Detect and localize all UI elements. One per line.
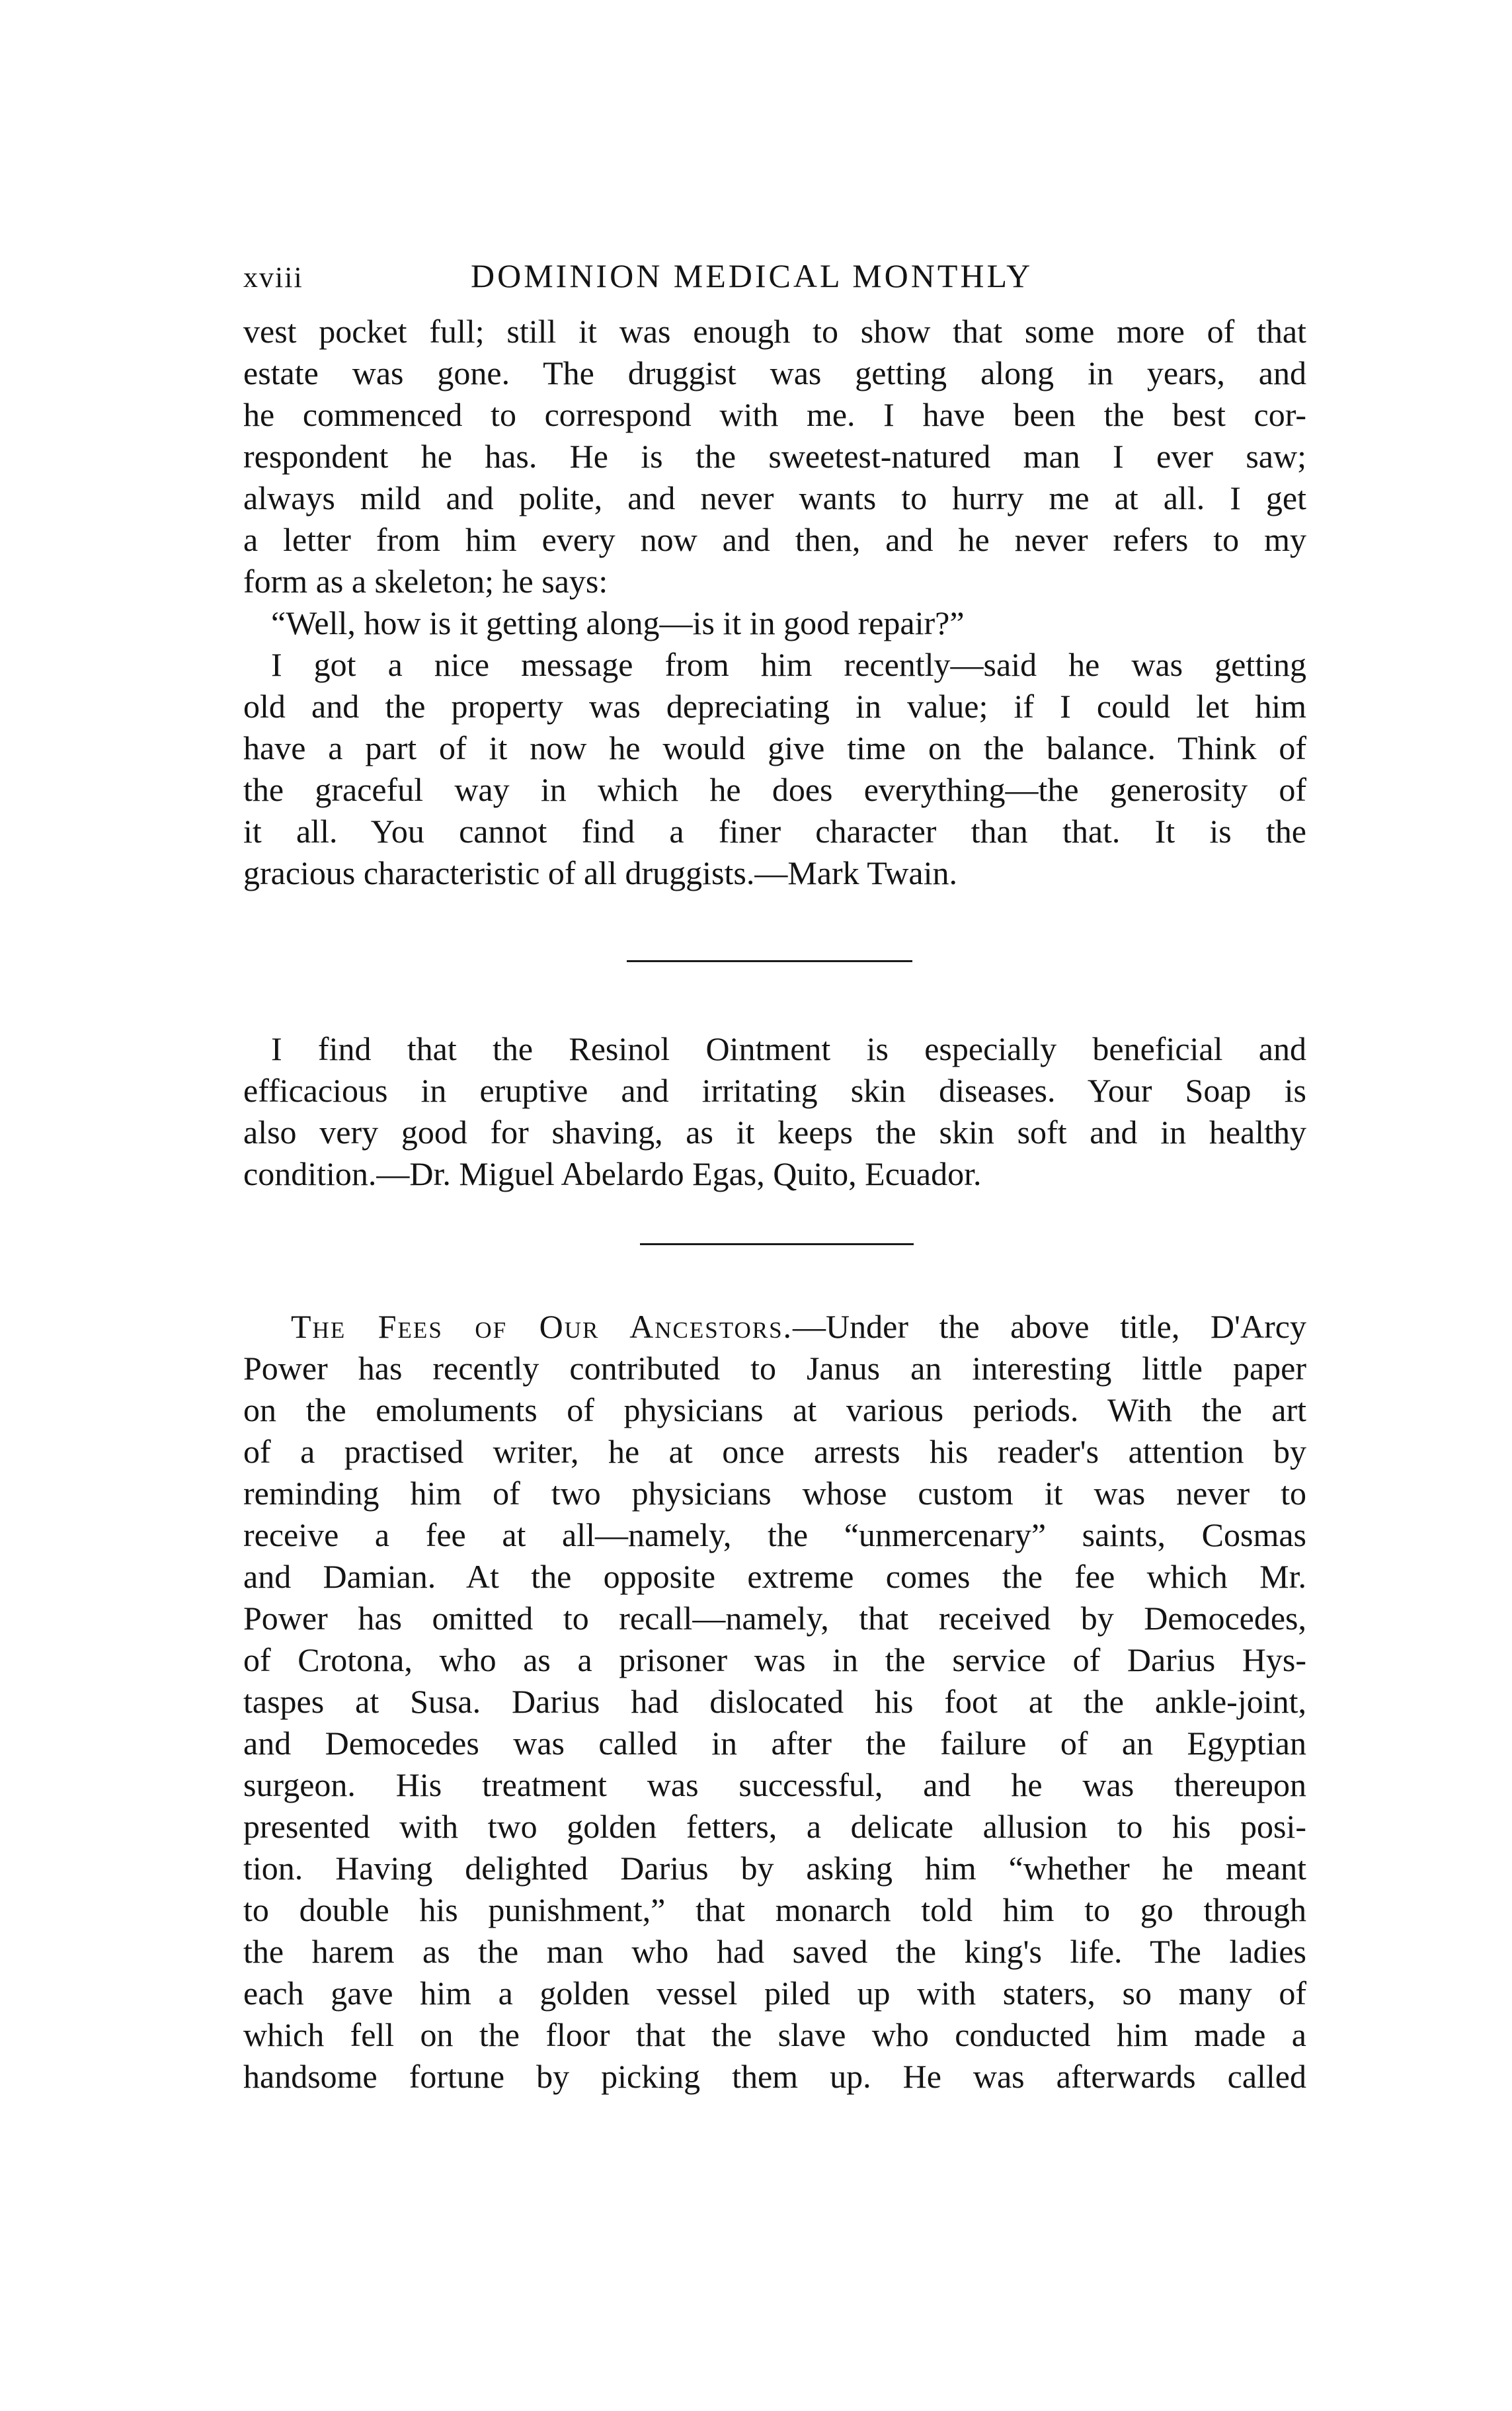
text-line: form as a skeleton; he says: xyxy=(243,563,608,600)
text-line: to double his punishment,” that monarch told him to go through xyxy=(243,1891,1306,1928)
text-line: which fell on the floor that the slave who conducted him made a xyxy=(243,2016,1306,2053)
text-line: I got a nice message from him recently—said he was getting xyxy=(271,646,1306,683)
text-line: it all. You cannot find a finer character than that. It is the xyxy=(243,813,1306,850)
text-line: each gave him a golden vessel piled up with staters, so many of xyxy=(243,1975,1306,2012)
text-line: also very good for shaving, as it keeps the skin soft and in healthy xyxy=(243,1114,1306,1151)
text-line: always mild and polite, and never wants to hurry me at all. I get xyxy=(243,479,1306,516)
text-line: a letter from him every now and then, and he never refers to my xyxy=(243,521,1306,558)
text-line: receive a fee at all—namely, the “unmercenary” saints, Cosmas xyxy=(243,1516,1306,1553)
text-line: reminding him of two physicians whose custom it was never to xyxy=(243,1475,1306,1512)
text-line: Power has recently contributed to Janus an interesting little paper xyxy=(243,1350,1306,1387)
text-line: taspes at Susa. Darius had dislocated his foot at the ankle-joint, xyxy=(243,1683,1306,1720)
text-line: the harem as the man who had saved the king's life. The ladies xyxy=(243,1933,1306,1970)
first-line-text: —Under the above title, D'Arcy xyxy=(793,1308,1306,1345)
mark-twain-excerpt xyxy=(243,311,1306,894)
text-line: presented with two golden fetters, a delicate allusion to his posi- xyxy=(243,1808,1306,1845)
page-number: xviii xyxy=(243,261,303,294)
article-first-line xyxy=(243,1306,1306,1348)
text-line: gracious characteristic of all druggists.—Mark Twain. xyxy=(243,854,957,891)
text-line: surgeon. His treatment was successful, and he was thereupon xyxy=(243,1766,1306,1803)
fees-of-our-ancestors-article xyxy=(243,1306,1306,2098)
text-line: of Crotona, who as a prisoner was in the service of Darius Hys- xyxy=(243,1641,1306,1678)
article-heading: The Fees of Our Ancestors. xyxy=(291,1308,793,1345)
text-line: condition.—Dr. Miguel Abelardo Egas, Quito, Ecuador. xyxy=(243,1155,982,1192)
text-line: estate was gone. The druggist was getting along in years, and xyxy=(243,354,1306,391)
quoted-line: “Well, how is it getting along—is it in good repair?” xyxy=(271,604,965,641)
text-line: efficacious in eruptive and irritating skin diseases. Your Soap is xyxy=(243,1072,1306,1109)
text-line: and Democedes was called in after the failure of an Egyptian xyxy=(243,1725,1306,1762)
text-line: tion. Having delighted Darius by asking him “whether he meant xyxy=(243,1850,1306,1887)
resinol-testimonial xyxy=(243,1028,1306,1195)
text-line: Power has omitted to recall—namely, that received by Democedes, xyxy=(243,1600,1306,1637)
text-line: I find that the Resinol Ointment is especially beneficial and xyxy=(271,1030,1306,1067)
text-line: and Damian. At the opposite extreme comes the fee which Mr. xyxy=(243,1558,1306,1595)
text-line: on the emoluments of physicians at various periods. With the art xyxy=(243,1391,1306,1428)
running-head: DOMINION MEDICAL MONTHLY xyxy=(471,257,1033,294)
section-divider xyxy=(640,1243,914,1245)
section-divider xyxy=(627,960,912,962)
text-line: vest pocket full; still it was enough to show that some more of that xyxy=(243,313,1306,350)
text-line: have a part of it now he would give time on the balance. Think of xyxy=(243,729,1306,766)
text-line: respondent he has. He is the sweetest-natured man I ever saw; xyxy=(243,438,1306,475)
text-line: old and the property was depreciating in value; if I could let him xyxy=(243,688,1306,725)
page-header xyxy=(243,257,1341,303)
text-line: the graceful way in which he does everything—the generosity of xyxy=(243,771,1306,808)
text-line: he commenced to correspond with me. I have been the best cor- xyxy=(243,396,1306,433)
text-line: handsome fortune by picking them up. He was afterwards called xyxy=(243,2058,1306,2095)
text-line: of a practised writer, he at once arrests his reader's attention by xyxy=(243,1433,1306,1470)
